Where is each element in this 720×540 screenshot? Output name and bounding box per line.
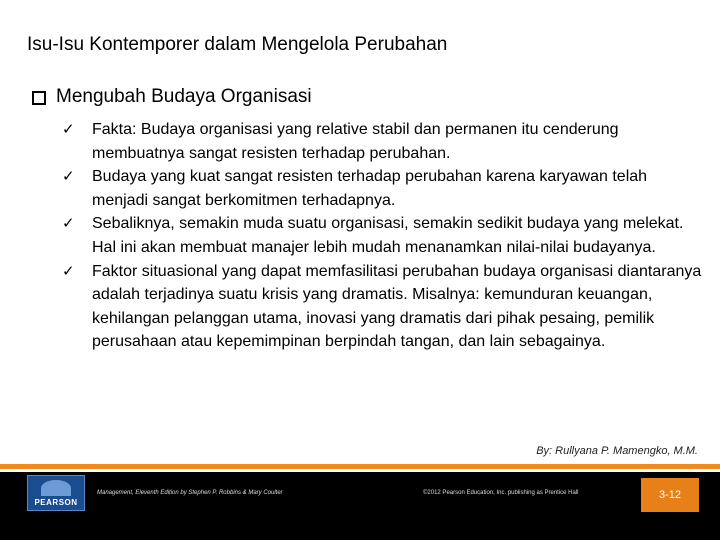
checkmark-icon: ✓ [62,261,75,280]
pearson-logo-text: PEARSON [34,497,78,507]
section-heading-text: Mengubah Budaya Organisasi [56,86,312,107]
pearson-logo-icon [41,480,71,496]
square-bullet-icon [32,91,46,105]
footer-bar [0,464,720,540]
list-item [62,260,702,354]
footer-accent-line [0,464,720,469]
page-number: 3-12 [641,478,699,512]
slide-title: Isu-Isu Kontemporer dalam Mengelola Perubahan [27,34,448,55]
footer-book-credit: Management, Eleventh Edition by Stephen P. Robbins & Mary Coulter [97,490,283,496]
pearson-logo [27,475,85,511]
footer-background [0,472,720,540]
list-item [62,212,702,259]
list-item [62,165,702,212]
bullet-list [62,118,702,354]
author-credit: By: Rullyana P. Mamengko, M.M. [536,445,698,457]
bullet-text: Sebaliknya, semakin muda suatu organisasi, semakin sedikit budaya yang melekat. Hal ini akan membuat manajer lebih mudah menanamkan nilai-nilai budayanya. [92,215,684,256]
bullet-text: Budaya yang kuat sangat resisten terhadap perubahan karena karyawan telah menjadi sangat berkomitmen terhadapnya. [92,168,648,209]
bullet-text: Faktor situasional yang dapat memfasilitasi perubahan budaya organisasi diantaranya adalah terjadinya suatu krisis yang dramatis. Misalnya: kemunduran keuangan, kehilangan pelanggan utama, inovasi yang dramatis dari pihak pesaing, pemilik perusahaan atau kepemimpinan berpindah tangan, dan lain sebagainya. [92,262,702,351]
footer-copyright: ©2012 Pearson Education, Inc. publishing as Prentice Hall [423,490,579,496]
section-heading [32,85,692,109]
list-item [62,118,702,165]
checkmark-icon: ✓ [62,167,75,186]
checkmark-icon: ✓ [62,120,75,138]
checkmark-icon: ✓ [62,214,75,233]
bullet-text: Fakta: Budaya organisasi yang relative stabil dan permanen itu cenderung membuatnya sangat resisten terhadap perubahan. [92,121,619,162]
